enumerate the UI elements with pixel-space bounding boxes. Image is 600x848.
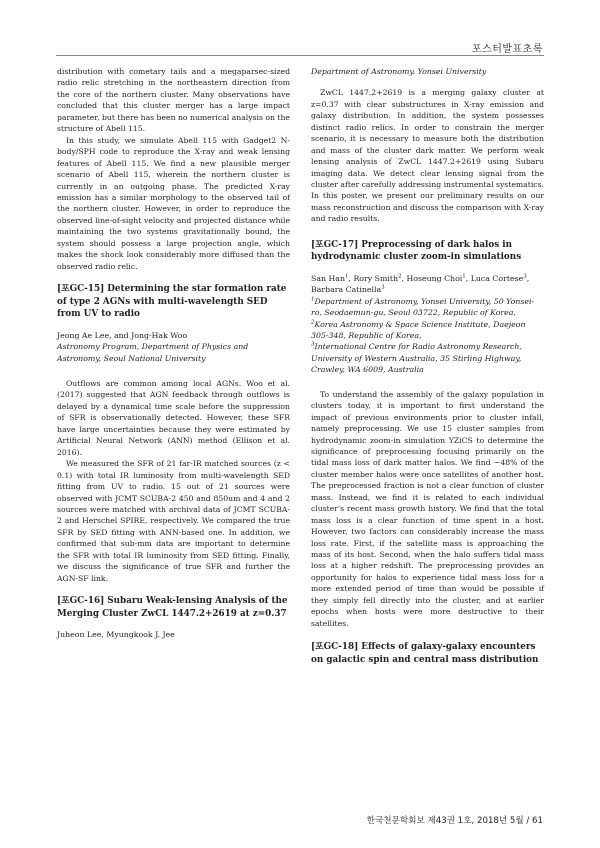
abstract-title-gc18: [포GC-18] Effects of galaxy-galaxy encounters on galactic spin and central mass distribution xyxy=(311,642,539,665)
affiliation-2: Korea Astronomy & Space Science Institute, Daejeon 305-348, Republic of Korea, xyxy=(311,319,526,341)
abstract-title-gc15: [포GC-15] Determining the star formation rate of type 2 AGNs with multi-wavelength SED from UV to radio xyxy=(57,284,287,320)
authors-gc15: Jeong Ae Lee, and Jong-Hak Woo xyxy=(57,330,188,340)
page-footer: 한국천문학회보 제43권 1호, 2018년 5월 / 61 xyxy=(366,816,543,826)
affiliation-gc16: Department of Astronomy. Yonsei University xyxy=(311,67,487,76)
right-column xyxy=(311,66,544,675)
author-name: Rory Smith xyxy=(353,273,398,283)
abstract-paragraph: distribution with cometary tails and a megaparsec-sized radio relic stretching in the northeastern direction from the core of the northern cluster. Many observations have concluded that this cluster merger has a large impact parameter, but there has been no numerical analysis on the structure of Abell 115. xyxy=(57,67,290,134)
abstract-paragraph: ZwCL 1447.2+2619 is a merging galaxy cluster at z=0.37 with clear substructures in X-ray emission and galaxy distribution. In addition, the system possesses distinct radio relics. In order to constrain the merger scenario, it is necessary to measure both the distribution and mass of the cluster dark matter. We perform weak lensing analysis of ZwCL 1447.2+2619 using Subaru imaging data. We detect clear lensing signal from the cluster after carefully addressing instrumental systematics. In this poster, we present our preliminary results on our mass reconstruction and discuss the comparison with X-ray and radio results. xyxy=(311,88,544,224)
abstract-title-gc17: [포GC-17] Preprocessing of dark halos in hydrodynamic cluster zoom-in simulations xyxy=(311,239,522,263)
running-header: 포스터발표초록 xyxy=(471,44,543,55)
abstract-paragraph: Outflows are common among local AGNs. Woo et al. (2017) suggested that AGN feedback through outflows is delayed by a dynamical time scale before the suppression of SFR is observationally detected. However, these SFR have large uncertainties because they were estimated by Artificial Neural Network (ANN) method (Ellison et al. 2016). xyxy=(57,378,290,457)
affiliation-1: Department of Astronomy, Yonsei University, 50 Yonsei-ro, Seodaemun-gu, Seoul 03722, Republic of Korea, xyxy=(311,296,535,318)
author-name: San Han xyxy=(311,273,345,283)
author-name: Barbara Catinella xyxy=(311,285,382,295)
abstract-title-gc16: [포GC-16] Subaru Weak-lensing Analysis of the Merging Cluster ZwCL 1447.2+2619 at z=0.37 xyxy=(57,596,288,619)
authors-gc16: Juheon Lee, Myungkook J. Jee xyxy=(57,630,175,640)
left-column xyxy=(57,66,290,641)
abstract-paragraph: In this study, we simulate Abell 115 with Gadget2 N-body/SPH code to reproduce the X-ray and weak lensing features of Abell 115. We find a new plausible merger scenario of Abell 115, wherein the northern cluster is currently in an outgoing phase. The predicted X-ray emission has a similar morphology to the observed tail of the northern cluster. However, in order to reproduce the observed line-of-sight velocity and projected distance while maintaining the two systems gravitationally bound, the system should possess a large projection angle, which makes the shock look considerably more diffused than the observed radio relic. xyxy=(57,135,290,271)
abstract-paragraph: We measured the SFR of 21 far-IR matched sources (z < 0.1) with total IR luminosity from multi-wavelength SED fitting from UV to radio. 15 out of 21 sources were observed with JCMT SCUBA-2 450 and 850um and 4 and 2 sources were matched with archival data of JCMT SCUBA-2 and Herschel SPIRE, respectively. We compared the true SFR by SED fitting with ANN-based one. In addition, we confirmed that sub-mm data are important to determine the SFR with total IR luminosity from SED fitting. Finally, we discuss the significance of true SFR and further the AGN-SF link. xyxy=(57,459,290,583)
header-rule xyxy=(56,55,544,56)
affiliation-gc15: Astronomy Program, Department of Physics and Astronomy, Seoul National University xyxy=(57,342,249,363)
author-name: Hoseung Choi xyxy=(406,273,463,283)
author-name: Luca Cortese xyxy=(470,273,524,283)
affiliation-3: International Centre for Radio Astronomy Research, University of Western Australia, 35 Stirling Highway, Crawley, WA 6009, Australia xyxy=(311,342,522,375)
affiliation-gc17: $^1$Department of Astronomy, Yonsei University, 50 Yonsei-ro, Seodaemun-gu, Seoul 03722, Republic of Korea, $^2$Korea Astronomy & Space Science Institute, Daejeon 305-348, Republic of Korea, $^3$International Centre for Radio Astronomy Research, University of Western Australia, 35 Stirling Highway, Crawley, WA 6009, Australia xyxy=(311,296,535,375)
abstract-paragraph: To understand the assembly of the galaxy population in clusters today, it is important to first understand the impact of previous environments prior to cluster infall, namely preprocessing. We use 15 cluster samples from hydrodynamic zoom-in simulation YZiCS to determine the significance of preprocessing focusing primarily on the tidal mass loss of dark matter halos. We find ~48% of the cluster member halos were once satellites of another host. The preprocessed fraction is not a clear function of cluster mass. Instead, we find it is related to each individual cluster's recent mass growth history. We find that the total mass loss is a clear function of time spent in a host. However, two factors can considerably increase the mass loss rate. First, if the satellite mass is approaching the mass of its host. Second, when the halo suffers tidal mass loss at a higher redshift. The preprocessing provides an opportunity for halos to experience tidal mass loss for a more extended period of time than would be possible if they simply fell directly into the cluster, and at earlier epochs when hosts were more destructive to their satellites. xyxy=(311,389,544,628)
authors-gc17: San Han$^1$, Rory Smith$^2$, Hoseung Choi$^1$, Luca Cortese$^3$, Barbara Catinella$^3$ xyxy=(311,273,530,295)
